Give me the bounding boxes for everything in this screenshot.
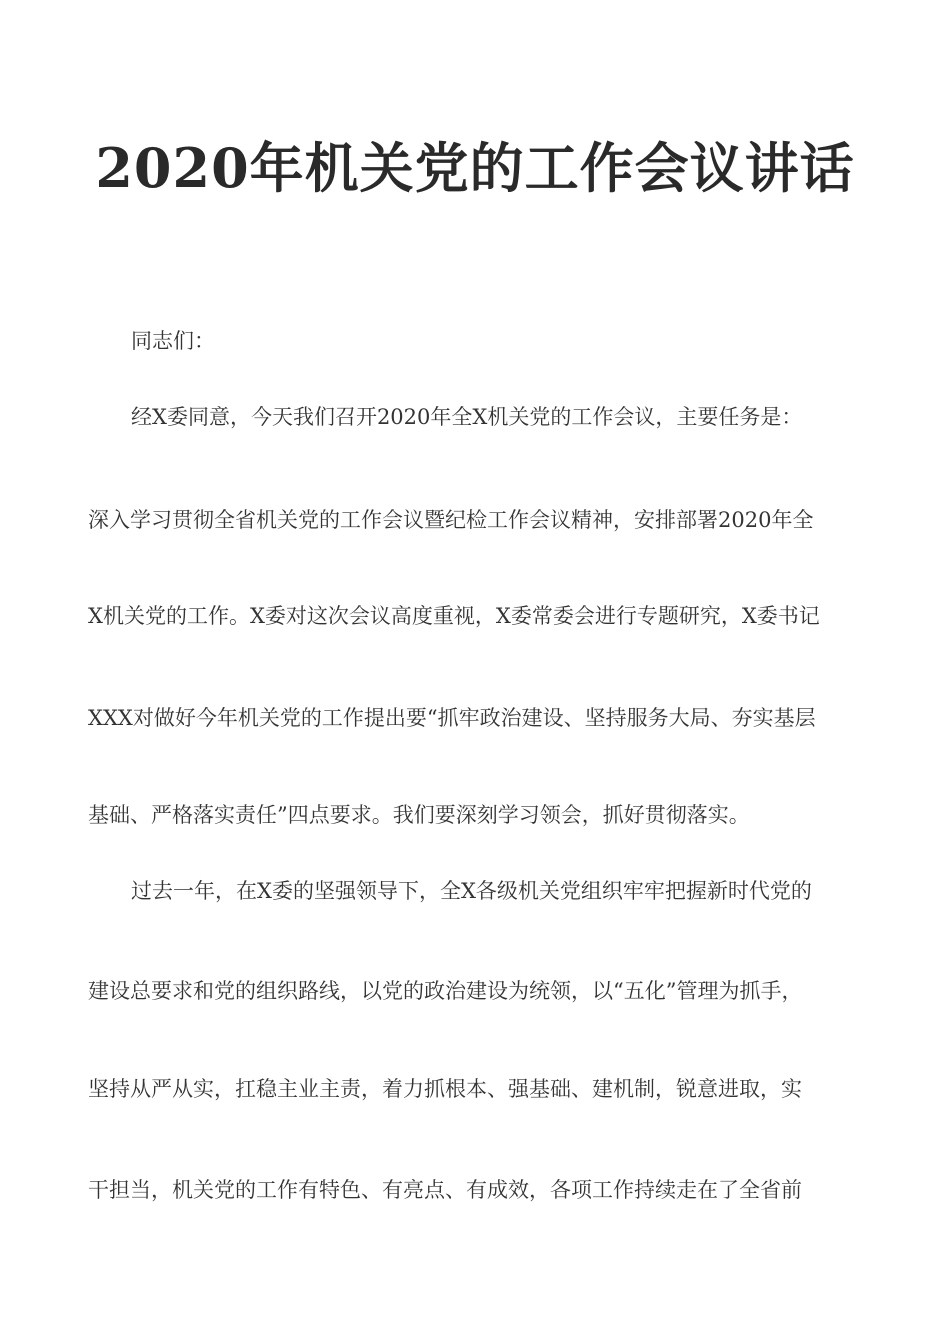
paragraph-line: 坚持从严从实，扛稳主业主责，着力抓根本、强基础、建机制，锐意进取，实 <box>88 1077 802 1101</box>
paragraph-line: 基础、严格落实责任”四点要求。我们要深刻学习领会，抓好贯彻落实。 <box>88 803 750 827</box>
salutation-line: 同志们： <box>131 329 215 353</box>
paragraph-line: X机关党的工作。X委对这次会议高度重视，X委常委会进行专题研究，X委书记 <box>88 604 820 628</box>
paragraph-line: 过去一年，在X委的坚强领导下，全X各级机关党组织牢牢把握新时代党的 <box>131 879 812 903</box>
document-title: 2020年机关党的工作会议讲话 <box>95 136 855 200</box>
paragraph-line: 建设总要求和党的组织路线，以党的政治建设为统领，以“五化”管理为抓手， <box>88 979 803 1003</box>
paragraph-line: XXX对做好今年机关党的工作提出要“抓牢政治建设、坚持服务大局、夯实基层 <box>88 706 816 730</box>
paragraph-line: 深入学习贯彻全省机关党的工作会议暨纪检工作会议精神，安排部署2020年全 <box>88 508 814 532</box>
paragraph-line: 经X委同意，今天我们召开2020年全X机关党的工作会议，主要任务是： <box>131 405 803 429</box>
paragraph-line: 干担当，机关党的工作有特色、有亮点、有成效，各项工作持续走在了全省前 <box>88 1178 802 1202</box>
